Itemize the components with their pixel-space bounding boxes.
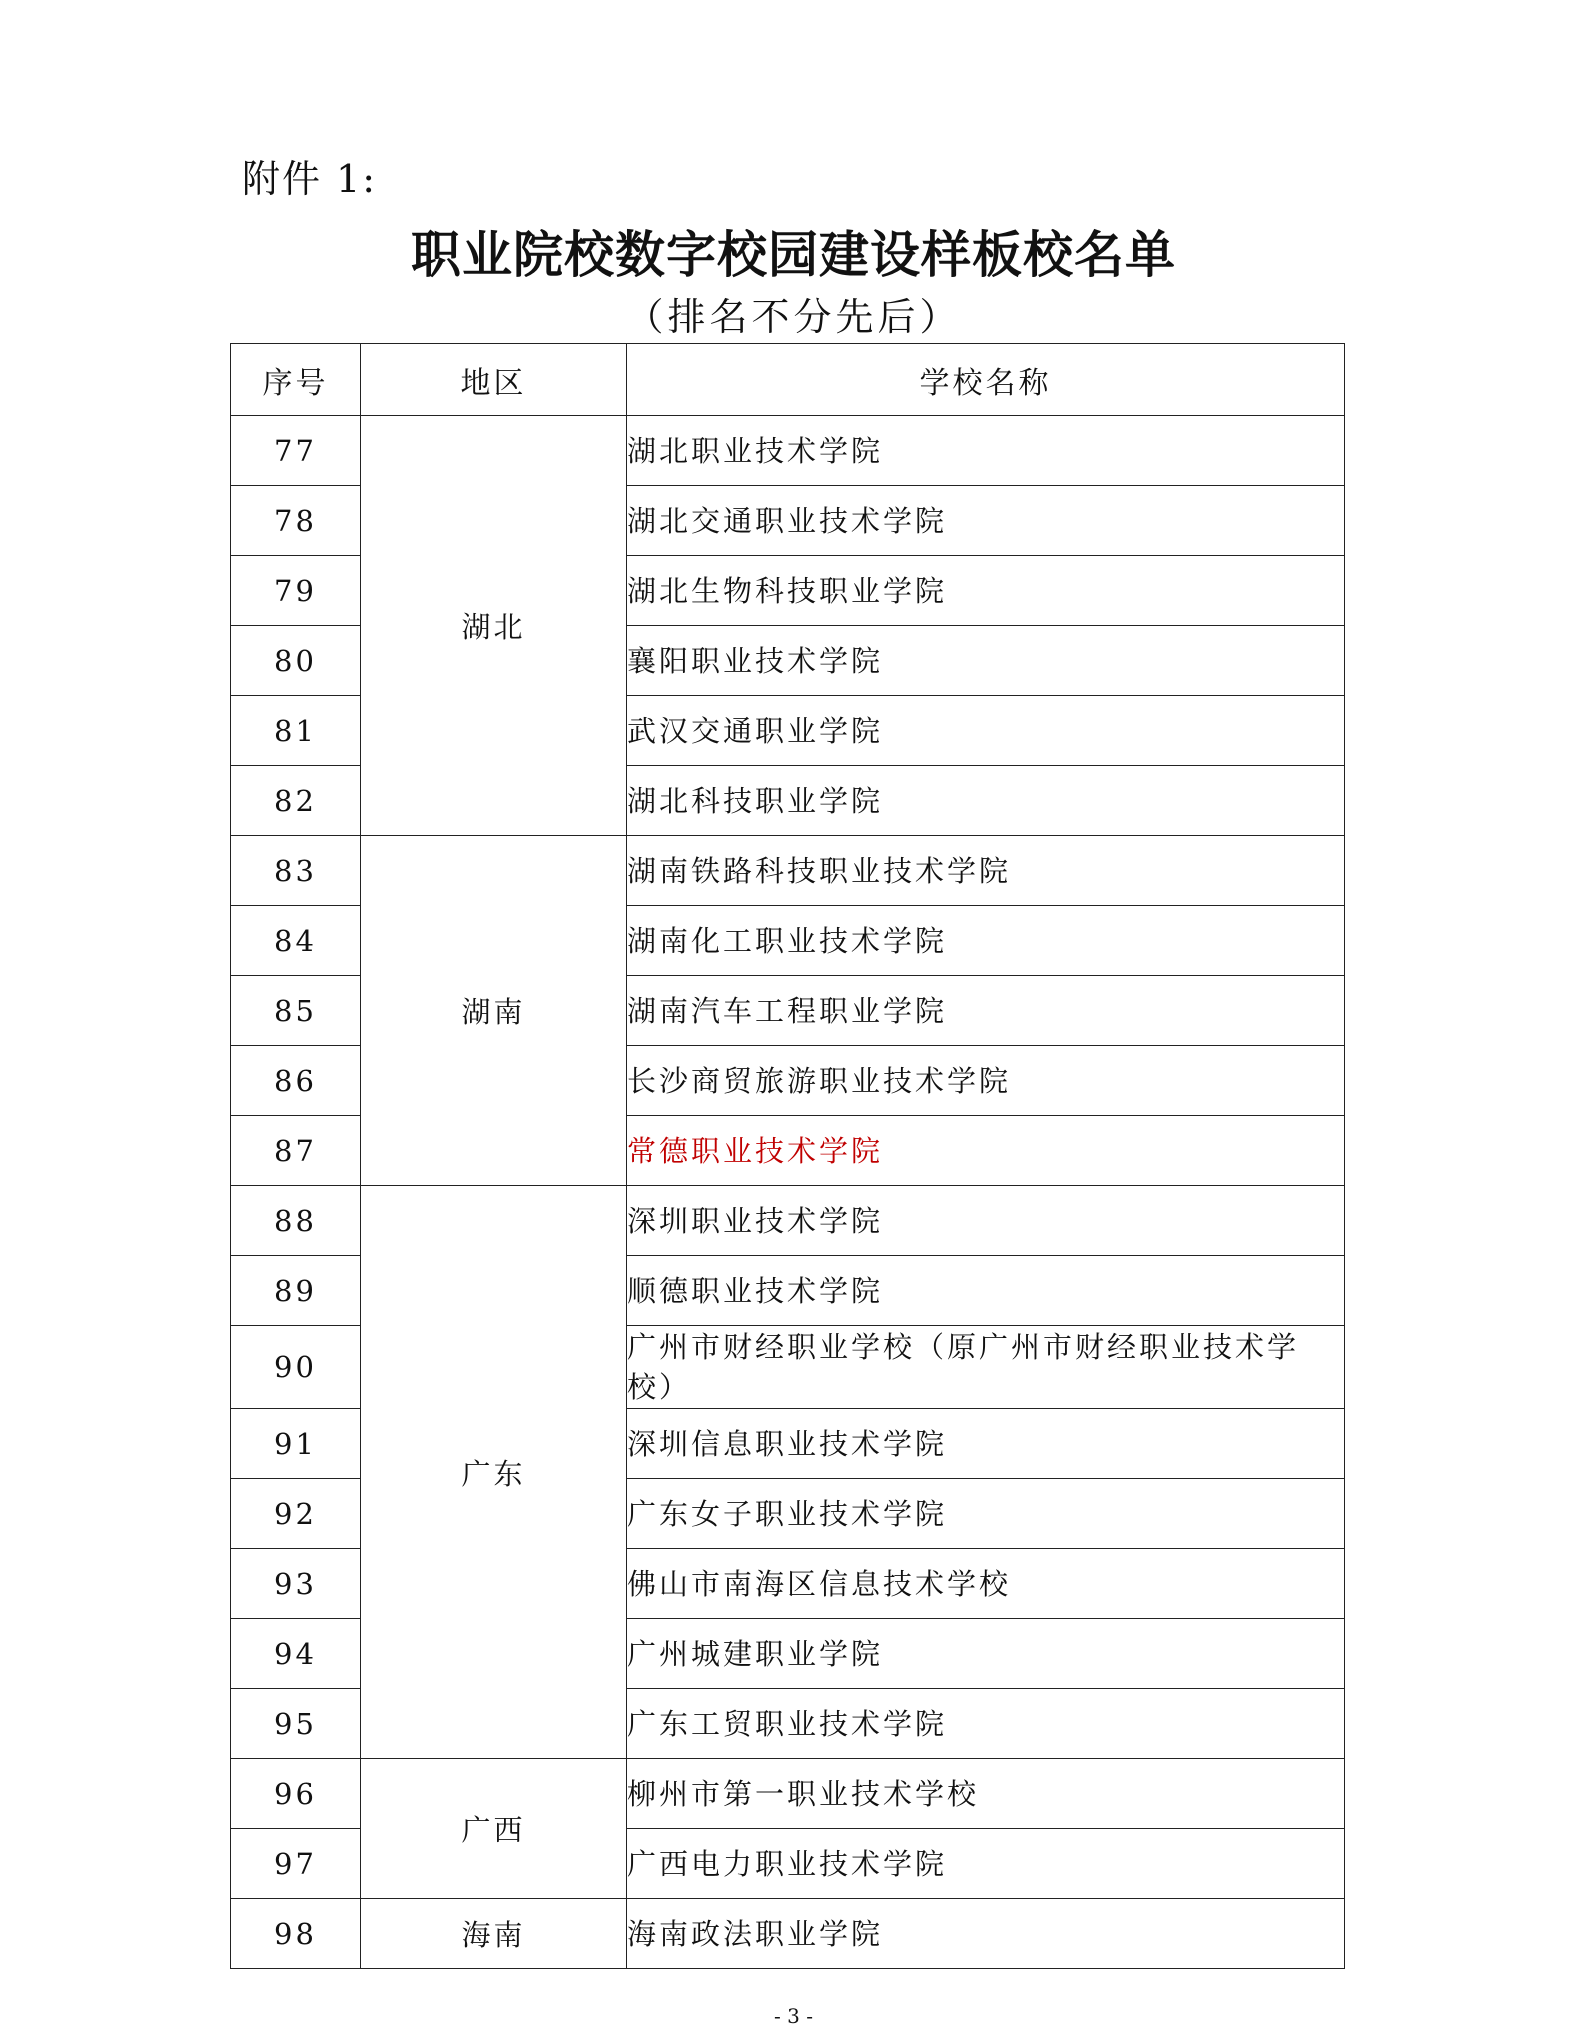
region-cell: 湖北 [361,416,627,836]
row-seq: 95 [231,1689,361,1759]
school-name: 湖南化工职业技术学院 [627,906,1345,976]
row-seq: 78 [231,486,361,556]
row-seq: 86 [231,1046,361,1116]
school-list-table [230,343,1345,1969]
school-name: 湖南铁路科技职业技术学院 [627,836,1345,906]
school-name: 广东工贸职业技术学院 [627,1689,1345,1759]
school-name: 柳州市第一职业技术学校 [627,1759,1345,1829]
region-cell: 湖南 [361,836,627,1186]
row-seq: 97 [231,1829,361,1899]
row-seq: 87 [231,1116,361,1186]
school-name: 湖北职业技术学院 [627,416,1345,486]
row-seq: 88 [231,1186,361,1256]
row-seq: 96 [231,1759,361,1829]
school-name: 广州市财经职业学校（原广州市财经职业技术学校） [627,1326,1345,1409]
table-row [231,1899,1345,1969]
row-seq: 91 [231,1409,361,1479]
header-region: 地区 [361,344,627,416]
header-school-name: 学校名称 [627,344,1345,416]
row-seq: 79 [231,556,361,626]
school-name: 常德职业技术学院 [627,1116,1345,1186]
row-seq: 83 [231,836,361,906]
row-seq: 80 [231,626,361,696]
school-name: 湖南汽车工程职业学院 [627,976,1345,1046]
region-cell: 海南 [361,1899,627,1969]
region-cell: 广西 [361,1759,627,1899]
row-seq: 92 [231,1479,361,1549]
table-header [231,344,1345,416]
row-seq: 89 [231,1256,361,1326]
row-seq: 82 [231,766,361,836]
school-name: 深圳信息职业技术学院 [627,1409,1345,1479]
school-name: 湖北交通职业技术学院 [627,486,1345,556]
school-name: 长沙商贸旅游职业技术学院 [627,1046,1345,1116]
school-name: 海南政法职业学院 [627,1899,1345,1969]
document-title: 职业院校数字校园建设样板校名单 [411,225,1176,284]
table-header-row [231,344,1345,416]
school-name: 湖北科技职业学院 [627,766,1345,836]
header-seq: 序号 [231,344,361,416]
row-seq: 84 [231,906,361,976]
row-seq: 85 [231,976,361,1046]
school-name: 佛山市南海区信息技术学校 [627,1549,1345,1619]
attachment-label: 附件 1: [242,157,378,201]
row-seq: 90 [231,1326,361,1409]
school-name: 广州城建职业学院 [627,1619,1345,1689]
school-name: 广西电力职业技术学院 [627,1829,1345,1899]
row-seq: 81 [231,696,361,766]
school-name: 深圳职业技术学院 [627,1186,1345,1256]
school-name: 湖北生物科技职业学院 [627,556,1345,626]
table-row [231,1759,1345,1829]
page-number: - 3 - [774,2004,813,2028]
document-subtitle: （排名不分先后） [625,295,962,339]
school-name: 广东女子职业技术学院 [627,1479,1345,1549]
row-seq: 93 [231,1549,361,1619]
row-seq: 77 [231,416,361,486]
region-cell: 广东 [361,1186,627,1759]
school-name: 顺德职业技术学院 [627,1256,1345,1326]
row-seq: 98 [231,1899,361,1969]
table-row [231,836,1345,906]
school-name: 襄阳职业技术学院 [627,626,1345,696]
table-row [231,1186,1345,1256]
table-row [231,416,1345,486]
table-body [231,416,1345,1969]
school-name: 武汉交通职业学院 [627,696,1345,766]
row-seq: 94 [231,1619,361,1689]
